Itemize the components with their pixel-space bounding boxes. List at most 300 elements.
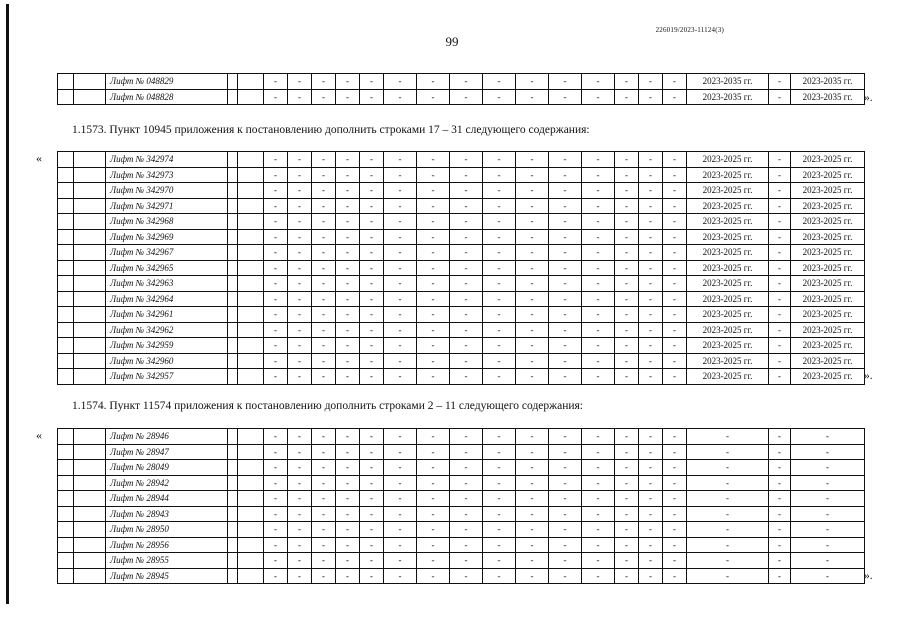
table-row bbox=[58, 537, 865, 553]
dash-cell: - bbox=[639, 74, 663, 90]
lift-name-cell: Лифт № 28945 bbox=[106, 568, 228, 584]
dash-cell: - bbox=[615, 522, 639, 538]
dash-cell: - bbox=[516, 460, 549, 476]
dash-cell: - bbox=[615, 167, 639, 183]
empty-cell bbox=[74, 214, 106, 230]
dash-cell: - bbox=[639, 553, 663, 569]
mid-cell: - bbox=[769, 229, 791, 245]
lift-name-cell: Лифт № 342957 bbox=[106, 369, 228, 385]
dash-cell: - bbox=[516, 74, 549, 90]
dash-cell: - bbox=[582, 460, 615, 476]
mid-cell: - bbox=[769, 214, 791, 230]
period-end-cell: 2023-2025 гг. bbox=[791, 245, 865, 261]
dash-cell: - bbox=[450, 522, 483, 538]
empty-cell bbox=[228, 460, 238, 476]
period-end-cell: - bbox=[791, 444, 865, 460]
dash-cell: - bbox=[360, 89, 384, 105]
empty-cell bbox=[228, 369, 238, 385]
dash-cell: - bbox=[384, 338, 417, 354]
period-end-cell: 2023-2025 гг. bbox=[791, 353, 865, 369]
period-end-cell: 2023-2035 гг. bbox=[791, 89, 865, 105]
period-start-cell: - bbox=[687, 475, 769, 491]
dash-cell: - bbox=[450, 353, 483, 369]
dash-cell: - bbox=[360, 229, 384, 245]
period-end-cell: 2023-2025 гг. bbox=[791, 229, 865, 245]
empty-cell bbox=[74, 460, 106, 476]
lift-name-cell: Лифт № 28946 bbox=[106, 429, 228, 445]
empty-cell bbox=[228, 522, 238, 538]
mid-cell: - bbox=[769, 183, 791, 199]
dash-cell: - bbox=[663, 444, 687, 460]
dash-cell: - bbox=[549, 553, 582, 569]
dash-cell: - bbox=[312, 369, 336, 385]
empty-cell bbox=[228, 152, 238, 168]
dash-cell: - bbox=[663, 369, 687, 385]
dash-cell: - bbox=[384, 291, 417, 307]
mid-cell: - bbox=[769, 74, 791, 90]
dash-cell: - bbox=[288, 522, 312, 538]
dash-cell: - bbox=[384, 522, 417, 538]
empty-cell bbox=[74, 353, 106, 369]
dash-cell: - bbox=[417, 522, 450, 538]
dash-cell: - bbox=[615, 322, 639, 338]
period-start-cell: 2023-2025 гг. bbox=[687, 214, 769, 230]
dash-cell: - bbox=[264, 245, 288, 261]
dash-cell: - bbox=[288, 369, 312, 385]
dash-cell: - bbox=[582, 322, 615, 338]
dash-cell: - bbox=[483, 553, 516, 569]
empty-cell bbox=[238, 152, 264, 168]
dash-cell: - bbox=[483, 338, 516, 354]
closing-quote-c: ». bbox=[864, 570, 873, 582]
table-row bbox=[58, 444, 865, 460]
dash-cell: - bbox=[516, 89, 549, 105]
table-row bbox=[58, 229, 865, 245]
table-row bbox=[58, 74, 865, 90]
lift-name-cell: Лифт № 048829 bbox=[106, 74, 228, 90]
dash-cell: - bbox=[264, 260, 288, 276]
dash-cell: - bbox=[582, 260, 615, 276]
dash-cell: - bbox=[384, 369, 417, 385]
dash-cell: - bbox=[417, 214, 450, 230]
dash-cell: - bbox=[360, 214, 384, 230]
mid-cell: - bbox=[769, 369, 791, 385]
dash-cell: - bbox=[312, 167, 336, 183]
empty-cell bbox=[58, 444, 74, 460]
lift-name-cell: Лифт № 342967 bbox=[106, 245, 228, 261]
dash-cell: - bbox=[288, 89, 312, 105]
empty-cell bbox=[238, 429, 264, 445]
dash-cell: - bbox=[336, 353, 360, 369]
dash-cell: - bbox=[483, 491, 516, 507]
table-row bbox=[58, 198, 865, 214]
dash-cell: - bbox=[264, 291, 288, 307]
dash-cell: - bbox=[615, 307, 639, 323]
period-start-cell: 2023-2035 гг. bbox=[687, 74, 769, 90]
dash-cell: - bbox=[384, 89, 417, 105]
dash-cell: - bbox=[516, 522, 549, 538]
dash-cell: - bbox=[450, 369, 483, 385]
dash-cell: - bbox=[288, 198, 312, 214]
empty-cell bbox=[58, 369, 74, 385]
dash-cell: - bbox=[360, 506, 384, 522]
dash-cell: - bbox=[264, 198, 288, 214]
empty-cell bbox=[238, 322, 264, 338]
dash-cell: - bbox=[336, 276, 360, 292]
dash-cell: - bbox=[663, 429, 687, 445]
dash-cell: - bbox=[483, 214, 516, 230]
empty-cell bbox=[74, 429, 106, 445]
lift-name-cell: Лифт № 28942 bbox=[106, 475, 228, 491]
dash-cell: - bbox=[582, 291, 615, 307]
empty-cell bbox=[228, 353, 238, 369]
dash-cell: - bbox=[417, 74, 450, 90]
dash-cell: - bbox=[336, 245, 360, 261]
dash-cell: - bbox=[360, 491, 384, 507]
dash-cell: - bbox=[615, 74, 639, 90]
dash-cell: - bbox=[336, 369, 360, 385]
period-end-cell: - bbox=[791, 568, 865, 584]
dash-cell: - bbox=[264, 307, 288, 323]
dash-cell: - bbox=[663, 568, 687, 584]
dash-cell: - bbox=[615, 553, 639, 569]
empty-cell bbox=[58, 214, 74, 230]
dash-cell: - bbox=[582, 553, 615, 569]
dash-cell: - bbox=[582, 307, 615, 323]
dash-cell: - bbox=[450, 214, 483, 230]
period-start-cell: - bbox=[687, 537, 769, 553]
dash-cell: - bbox=[336, 522, 360, 538]
dash-cell: - bbox=[483, 167, 516, 183]
table-row bbox=[58, 276, 865, 292]
dash-cell: - bbox=[360, 522, 384, 538]
dash-cell: - bbox=[450, 444, 483, 460]
empty-cell bbox=[74, 307, 106, 323]
dash-cell: - bbox=[663, 229, 687, 245]
empty-cell bbox=[228, 245, 238, 261]
empty-cell bbox=[228, 537, 238, 553]
dash-cell: - bbox=[516, 167, 549, 183]
dash-cell: - bbox=[384, 475, 417, 491]
dash-cell: - bbox=[483, 198, 516, 214]
dash-cell: - bbox=[450, 568, 483, 584]
closing-quote-a: ». bbox=[864, 92, 873, 104]
dash-cell: - bbox=[384, 429, 417, 445]
mid-cell: - bbox=[769, 260, 791, 276]
period-start-cell: - bbox=[687, 460, 769, 476]
dash-cell: - bbox=[516, 260, 549, 276]
dash-cell: - bbox=[417, 475, 450, 491]
dash-cell: - bbox=[336, 198, 360, 214]
dash-cell: - bbox=[663, 291, 687, 307]
dash-cell: - bbox=[450, 229, 483, 245]
mid-cell: - bbox=[769, 307, 791, 323]
dash-cell: - bbox=[360, 553, 384, 569]
empty-cell bbox=[58, 553, 74, 569]
dash-cell: - bbox=[639, 506, 663, 522]
dash-cell: - bbox=[663, 183, 687, 199]
dash-cell: - bbox=[663, 522, 687, 538]
empty-cell bbox=[74, 260, 106, 276]
empty-cell bbox=[228, 568, 238, 584]
empty-cell bbox=[74, 245, 106, 261]
period-end-cell: - bbox=[791, 537, 865, 553]
lift-name-cell: Лифт № 342968 bbox=[106, 214, 228, 230]
empty-cell bbox=[238, 167, 264, 183]
dash-cell: - bbox=[450, 475, 483, 491]
empty-cell bbox=[238, 338, 264, 354]
dash-cell: - bbox=[360, 276, 384, 292]
dash-cell: - bbox=[450, 183, 483, 199]
period-start-cell: 2023-2025 гг. bbox=[687, 229, 769, 245]
dash-cell: - bbox=[639, 245, 663, 261]
dash-cell: - bbox=[417, 307, 450, 323]
dash-cell: - bbox=[483, 322, 516, 338]
dash-cell: - bbox=[288, 460, 312, 476]
empty-cell bbox=[238, 245, 264, 261]
dash-cell: - bbox=[483, 353, 516, 369]
empty-cell bbox=[238, 291, 264, 307]
dash-cell: - bbox=[516, 475, 549, 491]
table-10945 bbox=[57, 151, 865, 385]
dash-cell: - bbox=[615, 276, 639, 292]
dash-cell: - bbox=[615, 291, 639, 307]
dash-cell: - bbox=[582, 276, 615, 292]
dash-cell: - bbox=[288, 276, 312, 292]
empty-cell bbox=[228, 553, 238, 569]
empty-cell bbox=[74, 322, 106, 338]
dash-cell: - bbox=[450, 260, 483, 276]
table-row bbox=[58, 475, 865, 491]
dash-cell: - bbox=[336, 475, 360, 491]
dash-cell: - bbox=[663, 198, 687, 214]
dash-cell: - bbox=[663, 245, 687, 261]
dash-cell: - bbox=[417, 260, 450, 276]
dash-cell: - bbox=[288, 429, 312, 445]
empty-cell bbox=[228, 229, 238, 245]
dash-cell: - bbox=[264, 444, 288, 460]
dash-cell: - bbox=[288, 475, 312, 491]
dash-cell: - bbox=[516, 491, 549, 507]
period-start-cell: - bbox=[687, 429, 769, 445]
dash-cell: - bbox=[288, 491, 312, 507]
dash-cell: - bbox=[360, 183, 384, 199]
dash-cell: - bbox=[336, 229, 360, 245]
dash-cell: - bbox=[663, 338, 687, 354]
empty-cell bbox=[228, 260, 238, 276]
empty-cell bbox=[58, 276, 74, 292]
empty-cell bbox=[74, 491, 106, 507]
dash-cell: - bbox=[360, 369, 384, 385]
dash-cell: - bbox=[663, 491, 687, 507]
dash-cell: - bbox=[615, 491, 639, 507]
dash-cell: - bbox=[360, 444, 384, 460]
dash-cell: - bbox=[312, 475, 336, 491]
dash-cell: - bbox=[450, 338, 483, 354]
dash-cell: - bbox=[312, 568, 336, 584]
period-end-cell: 2023-2025 гг. bbox=[791, 276, 865, 292]
empty-cell bbox=[58, 322, 74, 338]
dash-cell: - bbox=[288, 338, 312, 354]
dash-cell: - bbox=[384, 537, 417, 553]
dash-cell: - bbox=[312, 553, 336, 569]
lift-name-cell: Лифт № 342969 bbox=[106, 229, 228, 245]
dash-cell: - bbox=[264, 214, 288, 230]
opening-quote-c: « bbox=[36, 428, 42, 442]
empty-cell bbox=[58, 229, 74, 245]
dash-cell: - bbox=[264, 74, 288, 90]
dash-cell: - bbox=[360, 260, 384, 276]
dash-cell: - bbox=[336, 291, 360, 307]
paragraph-1573: 1.1573. Пункт 10945 приложения к постановлению дополнить строками 17 – 31 следующего содержания: bbox=[72, 124, 590, 136]
dash-cell: - bbox=[264, 152, 288, 168]
mid-cell: - bbox=[769, 522, 791, 538]
dash-cell: - bbox=[360, 460, 384, 476]
empty-cell bbox=[238, 491, 264, 507]
dash-cell: - bbox=[516, 553, 549, 569]
period-start-cell: - bbox=[687, 491, 769, 507]
empty-cell bbox=[74, 152, 106, 168]
empty-cell bbox=[238, 568, 264, 584]
period-end-cell: 2023-2025 гг. bbox=[791, 198, 865, 214]
empty-cell bbox=[58, 245, 74, 261]
period-end-cell: 2023-2035 гг. bbox=[791, 74, 865, 90]
dash-cell: - bbox=[360, 198, 384, 214]
table-row bbox=[58, 152, 865, 168]
empty-cell bbox=[238, 276, 264, 292]
dash-cell: - bbox=[516, 429, 549, 445]
dash-cell: - bbox=[384, 245, 417, 261]
mid-cell: - bbox=[769, 89, 791, 105]
dash-cell: - bbox=[615, 183, 639, 199]
dash-cell: - bbox=[516, 307, 549, 323]
dash-cell: - bbox=[384, 568, 417, 584]
dash-cell: - bbox=[312, 444, 336, 460]
dash-cell: - bbox=[288, 245, 312, 261]
scan-edge bbox=[6, 4, 9, 604]
dash-cell: - bbox=[615, 89, 639, 105]
dash-cell: - bbox=[663, 553, 687, 569]
dash-cell: - bbox=[417, 89, 450, 105]
dash-cell: - bbox=[417, 429, 450, 445]
dash-cell: - bbox=[582, 475, 615, 491]
mid-cell: - bbox=[769, 322, 791, 338]
dash-cell: - bbox=[483, 444, 516, 460]
dash-cell: - bbox=[312, 152, 336, 168]
dash-cell: - bbox=[549, 537, 582, 553]
dash-cell: - bbox=[549, 568, 582, 584]
period-end-cell: 2023-2025 гг. bbox=[791, 183, 865, 199]
dash-cell: - bbox=[312, 276, 336, 292]
page-number: 99 bbox=[445, 34, 459, 49]
dash-cell: - bbox=[663, 307, 687, 323]
dash-cell: - bbox=[663, 537, 687, 553]
dash-cell: - bbox=[450, 537, 483, 553]
dash-cell: - bbox=[450, 167, 483, 183]
empty-cell bbox=[228, 89, 238, 105]
dash-cell: - bbox=[516, 229, 549, 245]
mid-cell: - bbox=[769, 353, 791, 369]
dash-cell: - bbox=[516, 152, 549, 168]
empty-cell bbox=[74, 522, 106, 538]
dash-cell: - bbox=[639, 322, 663, 338]
dash-cell: - bbox=[264, 369, 288, 385]
dash-cell: - bbox=[417, 276, 450, 292]
empty-cell bbox=[228, 198, 238, 214]
dash-cell: - bbox=[288, 152, 312, 168]
empty-cell bbox=[58, 353, 74, 369]
lift-name-cell: Лифт № 342970 bbox=[106, 183, 228, 199]
dash-cell: - bbox=[516, 444, 549, 460]
dash-cell: - bbox=[450, 307, 483, 323]
period-start-cell: 2023-2025 гг. bbox=[687, 338, 769, 354]
empty-cell bbox=[228, 475, 238, 491]
dash-cell: - bbox=[336, 260, 360, 276]
empty-cell bbox=[58, 167, 74, 183]
dash-cell: - bbox=[549, 460, 582, 476]
empty-cell bbox=[238, 74, 264, 90]
dash-cell: - bbox=[582, 568, 615, 584]
dash-cell: - bbox=[288, 167, 312, 183]
empty-cell bbox=[58, 307, 74, 323]
dash-cell: - bbox=[615, 444, 639, 460]
dash-cell: - bbox=[663, 214, 687, 230]
dash-cell: - bbox=[417, 291, 450, 307]
dash-cell: - bbox=[417, 229, 450, 245]
dash-cell: - bbox=[663, 322, 687, 338]
empty-cell bbox=[74, 291, 106, 307]
empty-cell bbox=[228, 491, 238, 507]
empty-cell bbox=[74, 167, 106, 183]
dash-cell: - bbox=[336, 491, 360, 507]
empty-cell bbox=[228, 183, 238, 199]
empty-cell bbox=[238, 307, 264, 323]
dash-cell: - bbox=[417, 183, 450, 199]
dash-cell: - bbox=[312, 307, 336, 323]
mid-cell: - bbox=[769, 460, 791, 476]
period-start-cell: 2023-2025 гг. bbox=[687, 152, 769, 168]
empty-cell bbox=[74, 369, 106, 385]
dash-cell: - bbox=[639, 491, 663, 507]
empty-cell bbox=[58, 198, 74, 214]
dash-cell: - bbox=[483, 506, 516, 522]
dash-cell: - bbox=[663, 353, 687, 369]
dash-cell: - bbox=[516, 245, 549, 261]
dash-cell: - bbox=[483, 475, 516, 491]
dash-cell: - bbox=[360, 167, 384, 183]
dash-cell: - bbox=[312, 322, 336, 338]
empty-cell bbox=[74, 74, 106, 90]
dash-cell: - bbox=[450, 245, 483, 261]
empty-cell bbox=[238, 229, 264, 245]
mid-cell: - bbox=[769, 475, 791, 491]
dash-cell: - bbox=[450, 506, 483, 522]
dash-cell: - bbox=[336, 322, 360, 338]
empty-cell bbox=[238, 444, 264, 460]
empty-cell bbox=[58, 506, 74, 522]
dash-cell: - bbox=[549, 369, 582, 385]
dash-cell: - bbox=[384, 444, 417, 460]
empty-cell bbox=[238, 537, 264, 553]
empty-cell bbox=[238, 198, 264, 214]
dash-cell: - bbox=[483, 460, 516, 476]
dash-cell: - bbox=[582, 74, 615, 90]
table-row bbox=[58, 491, 865, 507]
opening-quote-b: « bbox=[36, 151, 42, 165]
dash-cell: - bbox=[516, 506, 549, 522]
dash-cell: - bbox=[384, 183, 417, 199]
dash-cell: - bbox=[483, 291, 516, 307]
